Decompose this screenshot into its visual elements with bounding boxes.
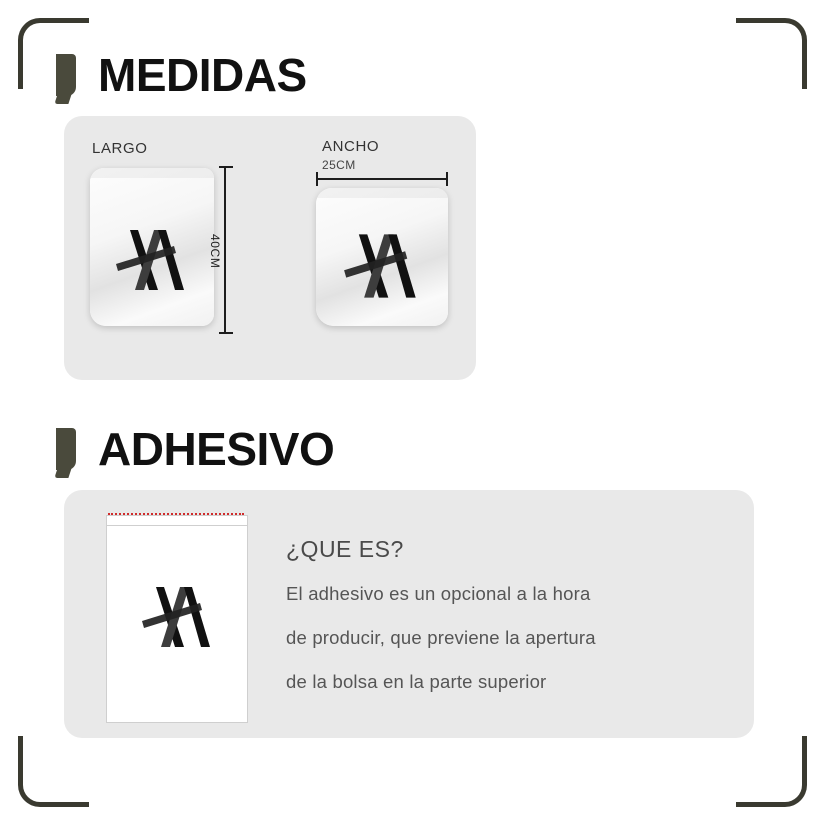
adhesive-question: ¿QUE ES? (286, 535, 404, 562)
content-area (56, 49, 756, 738)
page-title-medidas: MEDIDAS (98, 49, 307, 101)
bag-fold (90, 168, 214, 178)
heading-marker-icon (56, 428, 76, 470)
adhesive-line-1: El adhesivo es un opcional a la hora (286, 582, 591, 604)
av-monogram-logo-icon (114, 224, 190, 296)
page-title-adhesivo: ADHESIVO (98, 423, 335, 475)
section-header-adhesivo (56, 423, 756, 475)
label-ancho: ANCHO (322, 138, 380, 155)
measure-rule-horizontal (316, 178, 448, 180)
product-bag-illustration-ancho (316, 188, 448, 326)
frame-corner-bottom-right (736, 736, 807, 807)
label-largo: LARGO (92, 140, 148, 157)
av-monogram-logo-icon (342, 228, 422, 304)
frame-corner-bottom-left (18, 736, 89, 807)
panel-adhesivo (64, 490, 754, 738)
bag-fold (316, 188, 448, 198)
measure-value-largo: 40CM (208, 234, 222, 269)
product-bag-illustration-largo (90, 168, 214, 326)
adhesive-line-2: de producir, que previene la apertura (286, 626, 596, 648)
adhesive-description (258, 536, 754, 693)
heading-marker-icon (56, 54, 76, 96)
section-header-medidas (56, 49, 756, 101)
panel-medidas (64, 116, 476, 380)
label-ancho-value: 25CM (322, 158, 356, 172)
av-monogram-logo-icon (140, 581, 216, 653)
adhesive-line-3: de la bolsa en la parte superior (286, 670, 547, 692)
adhesive-bag-illustration (98, 507, 258, 721)
measure-rule-vertical (224, 166, 226, 334)
